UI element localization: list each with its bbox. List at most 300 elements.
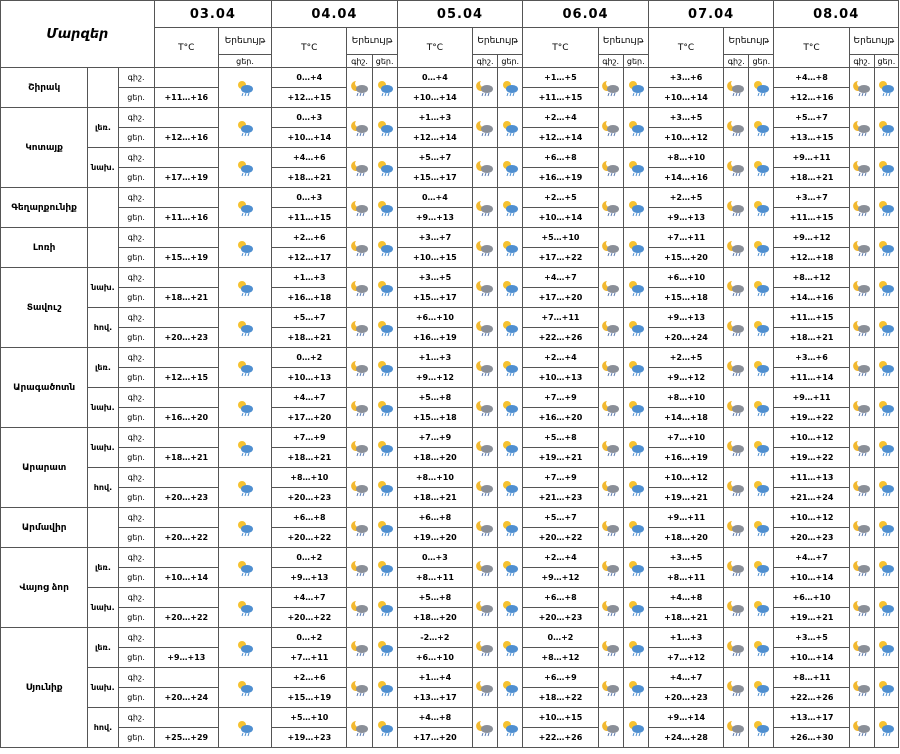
temperature-cell: +10…+15: [397, 248, 472, 268]
weather-icon: [218, 628, 271, 668]
temperature-cell: +10…+12: [774, 508, 849, 528]
temperature-cell: +20…+22: [272, 608, 347, 628]
temperature-cell: +6…+9: [523, 668, 598, 688]
temperature-cell: +5…+8: [397, 388, 472, 408]
temperature-cell: +11…+16: [154, 88, 218, 108]
temperature-cell: +21…+24: [774, 488, 849, 508]
night-weather-icon: [598, 348, 623, 388]
day-weather-icon: [498, 508, 523, 548]
zone-label: [88, 68, 118, 108]
temperature-cell: [154, 228, 218, 248]
weather-icon: [218, 548, 271, 588]
temperature-cell: +8…+12: [523, 648, 598, 668]
temperature-cell: +21…+23: [523, 488, 598, 508]
temperature-cell: +7…+9: [272, 428, 347, 448]
temperature-cell: +14…+18: [648, 408, 723, 428]
temperature-cell: +10…+14: [272, 128, 347, 148]
night-weather-icon: [598, 668, 623, 708]
temperature-cell: +20…+23: [272, 488, 347, 508]
temperature-cell: +4…+6: [272, 148, 347, 168]
night-weather-icon: [473, 108, 498, 148]
temperature-cell: +19…+21: [774, 608, 849, 628]
temperature-cell: +13…+17: [397, 688, 472, 708]
night-weather-icon: [849, 588, 874, 628]
night-weather-icon: [724, 388, 749, 428]
temperature-cell: +18…+20: [397, 448, 472, 468]
temperature-cell: +2…+4: [523, 348, 598, 368]
day-weather-icon: [749, 548, 774, 588]
night-weather-icon: [473, 308, 498, 348]
zone-label: [88, 508, 118, 548]
temperature-cell: +17…+20: [272, 408, 347, 428]
night-weather-icon: [598, 108, 623, 148]
night-label: գիշ.: [118, 188, 154, 208]
temperature-cell: +15…+19: [154, 248, 218, 268]
temperature-cell: +10…+14: [774, 648, 849, 668]
day-weather-icon: [623, 188, 648, 228]
day-label: ցեր.: [118, 528, 154, 548]
region-name: Սյունիք: [1, 628, 88, 748]
temperature-cell: +4…+7: [272, 588, 347, 608]
temperature-cell: +7…+9: [523, 388, 598, 408]
temperature-cell: [154, 588, 218, 608]
night-weather-icon: [849, 708, 874, 748]
night-weather-icon: [347, 428, 372, 468]
temperature-cell: +6…+10: [774, 588, 849, 608]
temperature-cell: +3…+7: [397, 228, 472, 248]
night-weather-icon: [598, 228, 623, 268]
temperature-cell: +25…+29: [154, 728, 218, 748]
zone-label: [88, 188, 118, 228]
temperature-cell: +9…+13: [272, 568, 347, 588]
table-row: [1, 268, 899, 288]
day-weather-icon: [874, 468, 898, 508]
temperature-cell: +20…+23: [154, 488, 218, 508]
date-header: 06.04: [523, 1, 649, 28]
temperature-cell: +3…+7: [774, 188, 849, 208]
temperature-cell: +18…+21: [154, 448, 218, 468]
night-weather-icon: [598, 708, 623, 748]
day-weather-icon: [623, 428, 648, 468]
temperature-cell: +26…+30: [774, 728, 849, 748]
day-weather-icon: [874, 388, 898, 428]
temperature-cell: +3…+5: [648, 548, 723, 568]
day-weather-icon: [623, 268, 648, 308]
temperature-cell: +18…+21: [154, 288, 218, 308]
night-weather-icon: [724, 708, 749, 748]
temperature-cell: +3…+6: [774, 348, 849, 368]
night-weather-icon: [347, 508, 372, 548]
day-weather-icon: [749, 148, 774, 188]
day-label: ցեր.: [118, 168, 154, 188]
temperature-cell: +2…+5: [648, 348, 723, 368]
temperature-cell: +9…+11: [648, 508, 723, 528]
temperature-cell: +19…+21: [648, 488, 723, 508]
temperature-cell: +7…+10: [648, 428, 723, 448]
temperature-cell: +9…+14: [648, 708, 723, 728]
temperature-cell: 0…+4: [272, 68, 347, 88]
weather-icon: [218, 428, 271, 468]
day-label: ցեր.: [118, 648, 154, 668]
day-weather-icon: [623, 628, 648, 668]
night-weather-icon: [347, 628, 372, 668]
day-weather-icon: [749, 68, 774, 108]
night-weather-icon: [598, 428, 623, 468]
temperature-cell: +15…+17: [397, 288, 472, 308]
night-weather-icon: [598, 628, 623, 668]
date-header: 04.04: [272, 1, 398, 28]
weather-header: Երեւույթ: [598, 28, 648, 55]
temperature-cell: +9…+12: [523, 568, 598, 588]
temperature-cell: +22…+26: [774, 688, 849, 708]
day-label: ցեր.: [118, 408, 154, 428]
day-label: ցեր.: [118, 368, 154, 388]
night-weather-icon: [724, 468, 749, 508]
night-weather-icon: [724, 348, 749, 388]
night-weather-icon: [347, 348, 372, 388]
temperature-cell: +24…+28: [648, 728, 723, 748]
temperature-cell: +9…+12: [774, 228, 849, 248]
day-weather-icon: [498, 68, 523, 108]
night-weather-icon: [724, 508, 749, 548]
temperature-cell: +13…+15: [774, 128, 849, 148]
night-subheader: գիշ.: [598, 55, 623, 68]
temperature-cell: +3…+5: [648, 108, 723, 128]
day-weather-icon: [372, 228, 397, 268]
night-weather-icon: [849, 108, 874, 148]
temperature-cell: +16…+20: [154, 408, 218, 428]
date-header: 07.04: [648, 1, 774, 28]
temperature-cell: +18…+21: [774, 168, 849, 188]
temperature-cell: +8…+11: [648, 568, 723, 588]
temperature-cell: +7…+11: [523, 308, 598, 328]
temperature-cell: +7…+9: [397, 428, 472, 448]
temperature-cell: +12…+18: [774, 248, 849, 268]
day-weather-icon: [874, 348, 898, 388]
night-weather-icon: [347, 148, 372, 188]
weather-header: Երեւույթ: [347, 28, 397, 55]
temperature-cell: +10…+12: [774, 428, 849, 448]
night-weather-icon: [347, 588, 372, 628]
day-label: ցեր.: [118, 128, 154, 148]
zone-label: լեռ.: [88, 548, 118, 588]
night-weather-icon: [473, 588, 498, 628]
day-weather-icon: [372, 388, 397, 428]
night-label: գիշ.: [118, 228, 154, 248]
temp-header: T°C: [154, 28, 218, 68]
temperature-cell: +19…+20: [397, 528, 472, 548]
day-weather-icon: [623, 148, 648, 188]
night-weather-icon: [598, 548, 623, 588]
temperature-cell: +20…+24: [154, 688, 218, 708]
temperature-cell: [154, 188, 218, 208]
temp-header: T°C: [272, 28, 347, 68]
temperature-cell: [154, 308, 218, 328]
table-row: [1, 348, 899, 368]
weather-icon: [218, 308, 271, 348]
day-label: ցեր.: [118, 608, 154, 628]
night-weather-icon: [849, 188, 874, 228]
weather-icon: [218, 388, 271, 428]
day-label: ցեր.: [118, 688, 154, 708]
temperature-cell: +20…+22: [154, 608, 218, 628]
night-weather-icon: [598, 308, 623, 348]
night-weather-icon: [849, 348, 874, 388]
region-name: Արարատ: [1, 428, 88, 508]
night-weather-icon: [849, 468, 874, 508]
temperature-cell: +18…+22: [523, 688, 598, 708]
temperature-cell: +8…+10: [397, 468, 472, 488]
night-weather-icon: [724, 548, 749, 588]
day-weather-icon: [623, 228, 648, 268]
day-label: ցեր.: [118, 448, 154, 468]
temperature-cell: [154, 428, 218, 448]
night-weather-icon: [347, 668, 372, 708]
weather-icon: [218, 508, 271, 548]
zone-label: [88, 228, 118, 268]
temperature-cell: +20…+23: [774, 528, 849, 548]
zone-label: լեռ.: [88, 628, 118, 668]
temperature-cell: [154, 468, 218, 488]
date-header: 05.04: [397, 1, 523, 28]
day-label: ցեր.: [118, 288, 154, 308]
day-weather-icon: [623, 308, 648, 348]
temperature-cell: +16…+19: [397, 328, 472, 348]
day-weather-icon: [372, 468, 397, 508]
day-subheader: ցեր.: [372, 55, 397, 68]
temperature-cell: 0…+4: [397, 188, 472, 208]
table-row: [1, 468, 899, 488]
temperature-cell: +4…+7: [523, 268, 598, 288]
temperature-cell: +2…+6: [272, 228, 347, 248]
temperature-cell: +5…+7: [397, 148, 472, 168]
table-row: [1, 68, 899, 88]
day-weather-icon: [623, 388, 648, 428]
night-weather-icon: [347, 108, 372, 148]
region-name: Գեղարքունիք: [1, 188, 88, 228]
temperature-cell: +6…+10: [397, 308, 472, 328]
temperature-cell: +5…+10: [272, 708, 347, 728]
temperature-cell: +4…+8: [774, 68, 849, 88]
temperature-cell: +3…+5: [397, 268, 472, 288]
day-weather-icon: [623, 588, 648, 628]
temperature-cell: +9…+11: [774, 148, 849, 168]
region-name: Շիրակ: [1, 68, 88, 108]
temperature-cell: +9…+11: [774, 388, 849, 408]
temperature-cell: +14…+16: [648, 168, 723, 188]
weather-icon: [218, 148, 271, 188]
table-row: [1, 428, 899, 448]
day-weather-icon: [749, 268, 774, 308]
day-weather-icon: [498, 428, 523, 468]
temperature-cell: +4…+7: [774, 548, 849, 568]
weather-header: Երեւույթ: [849, 28, 898, 55]
temperature-cell: [154, 268, 218, 288]
weather-icon: [218, 108, 271, 148]
temperature-cell: 0…+3: [397, 548, 472, 568]
region-name: Արմավիր: [1, 508, 88, 548]
night-label: գիշ.: [118, 428, 154, 448]
night-label: գիշ.: [118, 708, 154, 728]
weather-icon: [218, 708, 271, 748]
day-weather-icon: [874, 628, 898, 668]
day-weather-icon: [874, 708, 898, 748]
day-weather-icon: [874, 548, 898, 588]
day-weather-icon: [874, 68, 898, 108]
temperature-cell: +18…+21: [272, 448, 347, 468]
night-label: գիշ.: [118, 268, 154, 288]
temperature-cell: +18…+21: [648, 608, 723, 628]
zone-label: նախ.: [88, 148, 118, 188]
day-weather-icon: [874, 668, 898, 708]
temperature-cell: +20…+22: [272, 528, 347, 548]
day-weather-icon: [749, 468, 774, 508]
day-weather-icon: [372, 108, 397, 148]
night-weather-icon: [473, 228, 498, 268]
temperature-cell: +5…+7: [774, 108, 849, 128]
night-weather-icon: [849, 628, 874, 668]
day-subheader: ցեր.: [623, 55, 648, 68]
temperature-cell: +8…+12: [774, 268, 849, 288]
temperature-cell: +12…+17: [272, 248, 347, 268]
temperature-cell: +15…+18: [648, 288, 723, 308]
day-weather-icon: [749, 628, 774, 668]
day-weather-icon: [874, 588, 898, 628]
temperature-cell: +20…+23: [154, 328, 218, 348]
day-subheader: ցեր.: [498, 55, 523, 68]
weather-icon: [218, 268, 271, 308]
table-row: [1, 148, 899, 168]
night-weather-icon: [849, 68, 874, 108]
temperature-cell: +16…+19: [648, 448, 723, 468]
day-weather-icon: [749, 188, 774, 228]
temperature-cell: +6…+8: [272, 508, 347, 528]
day-weather-icon: [498, 628, 523, 668]
day-weather-icon: [874, 428, 898, 468]
day-weather-icon: [623, 548, 648, 588]
temperature-cell: +11…+15: [523, 88, 598, 108]
temperature-cell: +10…+14: [648, 88, 723, 108]
temperature-cell: +18…+21: [774, 328, 849, 348]
day-weather-icon: [874, 268, 898, 308]
night-weather-icon: [473, 468, 498, 508]
day-label: ցեր.: [118, 568, 154, 588]
temperature-cell: +7…+11: [648, 228, 723, 248]
temperature-cell: +14…+16: [774, 288, 849, 308]
region-name: Արագածոտն: [1, 348, 88, 428]
night-weather-icon: [849, 228, 874, 268]
day-weather-icon: [498, 548, 523, 588]
night-weather-icon: [598, 388, 623, 428]
day-weather-icon: [372, 188, 397, 228]
temperature-cell: +20…+24: [648, 328, 723, 348]
temperature-cell: +8…+11: [774, 668, 849, 688]
table-row: [1, 548, 899, 568]
temperature-cell: +1…+4: [397, 668, 472, 688]
day-weather-icon: [372, 508, 397, 548]
day-weather-icon: [623, 468, 648, 508]
temperature-cell: +7…+11: [272, 648, 347, 668]
day-weather-icon: [372, 68, 397, 108]
temperature-cell: +3…+6: [648, 68, 723, 88]
night-weather-icon: [849, 508, 874, 548]
day-weather-icon: [874, 508, 898, 548]
day-weather-icon: [623, 68, 648, 108]
temperature-cell: [154, 508, 218, 528]
temperature-cell: +9…+13: [648, 308, 723, 328]
day-weather-icon: [498, 308, 523, 348]
zone-label: հով.: [88, 308, 118, 348]
temperature-cell: +7…+12: [648, 648, 723, 668]
night-weather-icon: [347, 388, 372, 428]
night-weather-icon: [473, 508, 498, 548]
temperature-cell: +11…+15: [272, 208, 347, 228]
temperature-cell: +4…+7: [648, 668, 723, 688]
date-row: [1, 1, 899, 28]
night-weather-icon: [849, 268, 874, 308]
day-subheader: ցեր.: [218, 55, 271, 68]
day-weather-icon: [498, 268, 523, 308]
night-weather-icon: [473, 388, 498, 428]
table-row: [1, 388, 899, 408]
temperature-cell: +7…+9: [523, 468, 598, 488]
day-weather-icon: [749, 108, 774, 148]
temperature-cell: +6…+10: [397, 648, 472, 668]
temperature-cell: 0…+2: [272, 348, 347, 368]
day-subheader: ցեր.: [874, 55, 898, 68]
table-row: [1, 308, 899, 328]
temperature-cell: +8…+10: [648, 148, 723, 168]
day-label: ցեր.: [118, 208, 154, 228]
night-weather-icon: [724, 588, 749, 628]
night-label: գիշ.: [118, 148, 154, 168]
day-weather-icon: [372, 668, 397, 708]
day-weather-icon: [498, 668, 523, 708]
day-label: ցեր.: [118, 488, 154, 508]
night-weather-icon: [598, 508, 623, 548]
zone-label: նախ.: [88, 388, 118, 428]
day-weather-icon: [623, 348, 648, 388]
temperature-cell: +5…+10: [523, 228, 598, 248]
temperature-cell: +16…+20: [523, 408, 598, 428]
region-name: Կոտայք: [1, 108, 88, 188]
weather-header: Երեւույթ: [724, 28, 774, 55]
temperature-cell: +12…+16: [154, 128, 218, 148]
temperature-cell: +19…+21: [523, 448, 598, 468]
night-weather-icon: [473, 148, 498, 188]
night-label: գիշ.: [118, 108, 154, 128]
night-label: գիշ.: [118, 508, 154, 528]
temp-header: T°C: [397, 28, 472, 68]
night-weather-icon: [473, 668, 498, 708]
temperature-cell: +4…+8: [397, 708, 472, 728]
temperature-cell: +2…+5: [523, 188, 598, 208]
night-label: գիշ.: [118, 668, 154, 688]
day-subheader: ցեր.: [749, 55, 774, 68]
day-weather-icon: [623, 108, 648, 148]
night-label: գիշ.: [118, 348, 154, 368]
temperature-cell: +8…+10: [272, 468, 347, 488]
night-weather-icon: [724, 628, 749, 668]
temperature-cell: +11…+16: [154, 208, 218, 228]
night-weather-icon: [598, 268, 623, 308]
night-weather-icon: [849, 388, 874, 428]
temperature-cell: +10…+14: [774, 568, 849, 588]
night-weather-icon: [473, 268, 498, 308]
zone-label: հով.: [88, 468, 118, 508]
day-weather-icon: [372, 308, 397, 348]
temperature-cell: +10…+13: [523, 368, 598, 388]
